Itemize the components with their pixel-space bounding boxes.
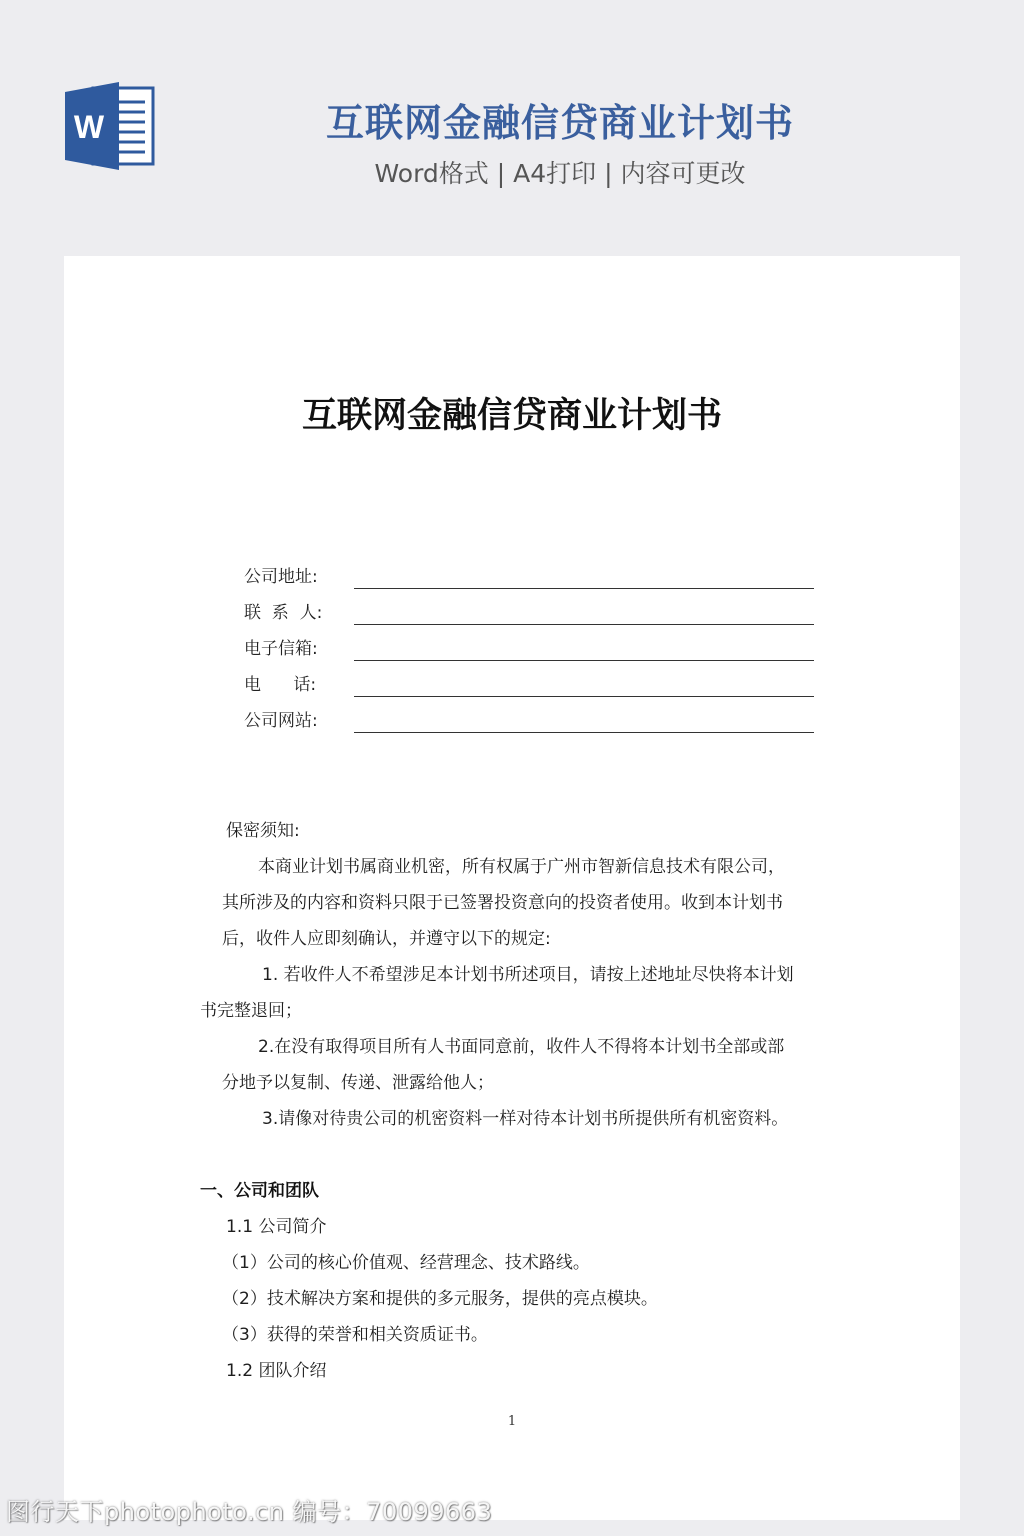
form-row-email bbox=[244, 630, 844, 662]
address-input-line[interactable] bbox=[354, 588, 814, 589]
confidentiality-line: 1. 若收件人不希望涉足本计划书所述项目，请按上述地址尽快将本计划 bbox=[262, 965, 794, 985]
section-item: （1）公司的核心价值观、经营理念、技术路线。 bbox=[222, 1253, 590, 1273]
watermark: 图行天下photophoto.cn 编号：70099663 bbox=[6, 1498, 493, 1526]
phone-input-line[interactable] bbox=[354, 696, 814, 697]
document-title: 互联网金融信贷商业计划书 bbox=[301, 396, 722, 436]
form-label: 电子信箱: bbox=[244, 639, 318, 659]
confidentiality-line: 2.在没有取得项目所有人书面同意前，收件人不得将本计划书全部或部 bbox=[258, 1037, 785, 1057]
confidentiality-line: 其所涉及的内容和资料只限于已签署投资意向的投资者使用。收到本计划书 bbox=[222, 893, 783, 913]
document-page bbox=[64, 256, 960, 1520]
form-label: 联 系 人: bbox=[244, 603, 323, 623]
website-input-line[interactable] bbox=[354, 732, 814, 733]
section-heading: 一、公司和团队 bbox=[200, 1181, 319, 1201]
banner-subtitle: Word格式 | A4打印 | 内容可更改 bbox=[374, 159, 746, 188]
confidentiality-line: 书完整退回； bbox=[200, 1001, 302, 1021]
page-number: 1 bbox=[507, 1414, 517, 1429]
form-row-website bbox=[244, 702, 844, 734]
form-row-address bbox=[244, 558, 844, 590]
section-item: （2）技术解决方案和提供的多元服务，提供的亮点模块。 bbox=[222, 1289, 658, 1309]
confidentiality-line: 3.请像对待贵公司的机密资料一样对待本计划书所提供所有机密资料。 bbox=[262, 1109, 789, 1129]
confidentiality-line: 本商业计划书属商业机密，所有权属于广州市智新信息技术有限公司， bbox=[258, 857, 785, 877]
word-file-icon bbox=[65, 82, 157, 170]
form-label: 电 话: bbox=[244, 675, 317, 695]
section-item: 1.2 团队介绍 bbox=[226, 1361, 327, 1381]
contact-input-line[interactable] bbox=[354, 624, 814, 625]
form-row-contact bbox=[244, 594, 844, 626]
section-item: （3）获得的荣誉和相关资质证书。 bbox=[222, 1325, 488, 1345]
word-logo-letter: W bbox=[73, 109, 105, 145]
form-label: 公司网站: bbox=[244, 711, 318, 731]
email-input-line[interactable] bbox=[354, 660, 814, 661]
banner-title: 互联网金融信贷商业计划书 bbox=[325, 101, 794, 145]
section-item: 1.1 公司简介 bbox=[226, 1217, 327, 1237]
confidentiality-heading: 保密须知: bbox=[226, 821, 300, 841]
confidentiality-line: 分地予以复制、传递、泄露给他人； bbox=[222, 1073, 494, 1093]
confidentiality-line: 后，收件人应即刻确认，并遵守以下的规定: bbox=[222, 929, 551, 949]
form-label: 公司地址: bbox=[244, 567, 318, 587]
form-row-phone bbox=[244, 666, 844, 698]
